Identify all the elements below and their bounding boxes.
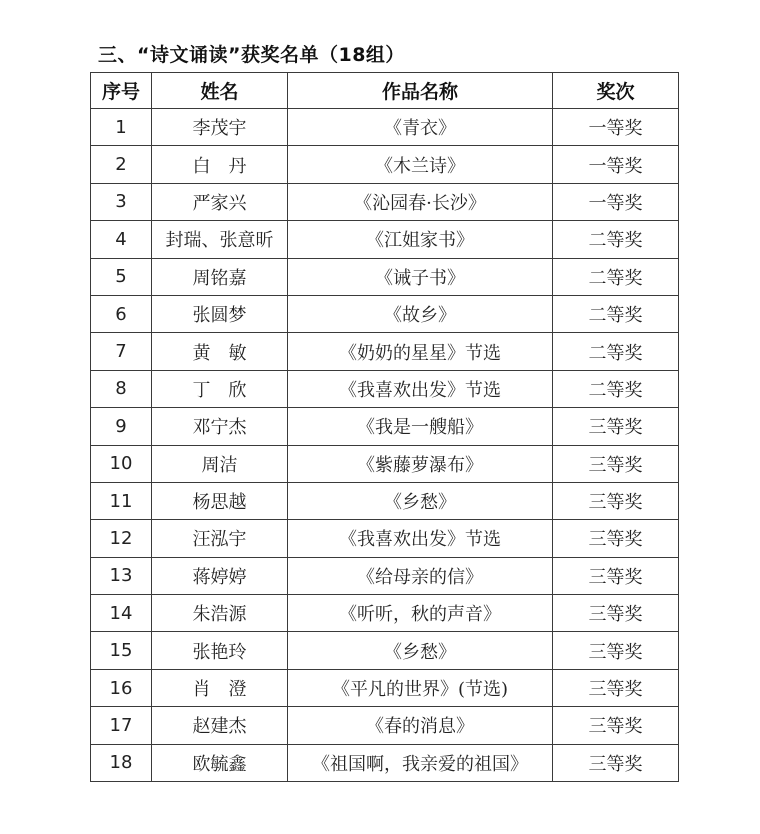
work-title: 《木兰诗》	[288, 146, 553, 183]
work-title: 《青衣》	[288, 109, 553, 146]
row-number: 9	[91, 408, 152, 445]
row-number: 16	[91, 669, 152, 706]
header-work-title: 作品名称	[288, 73, 553, 109]
table-row	[91, 333, 679, 370]
header-number: 序号	[91, 73, 152, 109]
winner-name: 封瑞、张意昕	[152, 221, 288, 258]
table-row	[91, 707, 679, 744]
awards-table	[90, 72, 679, 782]
table-row	[91, 557, 679, 594]
award-level: 三等奖	[553, 744, 679, 781]
table-row	[91, 669, 679, 706]
table-row	[91, 744, 679, 781]
work-title: 《奶奶的星星》节选	[288, 333, 553, 370]
work-title: 《江姐家书》	[288, 221, 553, 258]
winner-name: 汪泓宇	[152, 520, 288, 557]
header-row	[91, 73, 679, 109]
row-number: 15	[91, 632, 152, 669]
row-number: 12	[91, 520, 152, 557]
winner-name: 赵建杰	[152, 707, 288, 744]
header-name: 姓名	[152, 73, 288, 109]
award-level: 三等奖	[553, 408, 679, 445]
winner-name: 白 丹	[152, 146, 288, 183]
award-level: 一等奖	[553, 109, 679, 146]
award-level: 三等奖	[553, 445, 679, 482]
work-title: 《给母亲的信》	[288, 557, 553, 594]
work-title: 《故乡》	[288, 295, 553, 332]
table-row	[91, 408, 679, 445]
table-row	[91, 370, 679, 407]
winner-name: 邓宁杰	[152, 408, 288, 445]
work-title: 《我是一艘船》	[288, 408, 553, 445]
row-number: 10	[91, 445, 152, 482]
work-title: 《沁园春·长沙》	[288, 183, 553, 220]
row-number: 5	[91, 258, 152, 295]
row-number: 6	[91, 295, 152, 332]
row-number: 7	[91, 333, 152, 370]
award-level: 二等奖	[553, 295, 679, 332]
award-level: 三等奖	[553, 669, 679, 706]
row-number: 8	[91, 370, 152, 407]
row-number: 4	[91, 221, 152, 258]
row-number: 2	[91, 146, 152, 183]
section-title: 三、“诗文诵读”获奖名单（18组）	[98, 44, 405, 66]
winner-name: 严家兴	[152, 183, 288, 220]
winner-name: 肖 澄	[152, 669, 288, 706]
work-title: 《平凡的世界》(节选)	[288, 669, 553, 706]
table-row	[91, 445, 679, 482]
winner-name: 欧毓鑫	[152, 744, 288, 781]
winner-name: 杨思越	[152, 482, 288, 519]
award-level: 三等奖	[553, 557, 679, 594]
work-title: 《祖国啊，我亲爱的祖国》	[288, 744, 553, 781]
winner-name: 朱浩源	[152, 595, 288, 632]
award-level: 二等奖	[553, 370, 679, 407]
work-title: 《乡愁》	[288, 632, 553, 669]
row-number: 1	[91, 109, 152, 146]
award-level: 三等奖	[553, 707, 679, 744]
table-row	[91, 482, 679, 519]
award-level: 二等奖	[553, 221, 679, 258]
work-title: 《紫藤萝瀑布》	[288, 445, 553, 482]
winner-name: 丁 欣	[152, 370, 288, 407]
row-number: 3	[91, 183, 152, 220]
winner-name: 张圆梦	[152, 295, 288, 332]
table-row	[91, 520, 679, 557]
award-level: 二等奖	[553, 333, 679, 370]
winner-name: 周铭嘉	[152, 258, 288, 295]
header-award: 奖次	[553, 73, 679, 109]
award-level: 一等奖	[553, 146, 679, 183]
work-title: 《乡愁》	[288, 482, 553, 519]
work-title: 《春的消息》	[288, 707, 553, 744]
row-number: 11	[91, 482, 152, 519]
winner-name: 李茂宇	[152, 109, 288, 146]
table-row	[91, 221, 679, 258]
winner-name: 蒋婷婷	[152, 557, 288, 594]
award-level: 一等奖	[553, 183, 679, 220]
table-row	[91, 183, 679, 220]
work-title: 《我喜欢出发》节选	[288, 370, 553, 407]
work-title: 《听听，秋的声音》	[288, 595, 553, 632]
table-row	[91, 595, 679, 632]
row-number: 14	[91, 595, 152, 632]
winner-name: 周洁	[152, 445, 288, 482]
table-row	[91, 295, 679, 332]
row-number: 13	[91, 557, 152, 594]
award-level: 三等奖	[553, 520, 679, 557]
award-level: 二等奖	[553, 258, 679, 295]
winner-name: 黄 敏	[152, 333, 288, 370]
winner-name: 张艳玲	[152, 632, 288, 669]
award-level: 三等奖	[553, 632, 679, 669]
table-row	[91, 109, 679, 146]
work-title: 《诫子书》	[288, 258, 553, 295]
row-number: 18	[91, 744, 152, 781]
row-number: 17	[91, 707, 152, 744]
work-title: 《我喜欢出发》节选	[288, 520, 553, 557]
award-level: 三等奖	[553, 595, 679, 632]
award-level: 三等奖	[553, 482, 679, 519]
table-row	[91, 258, 679, 295]
table-row	[91, 146, 679, 183]
table-row	[91, 632, 679, 669]
